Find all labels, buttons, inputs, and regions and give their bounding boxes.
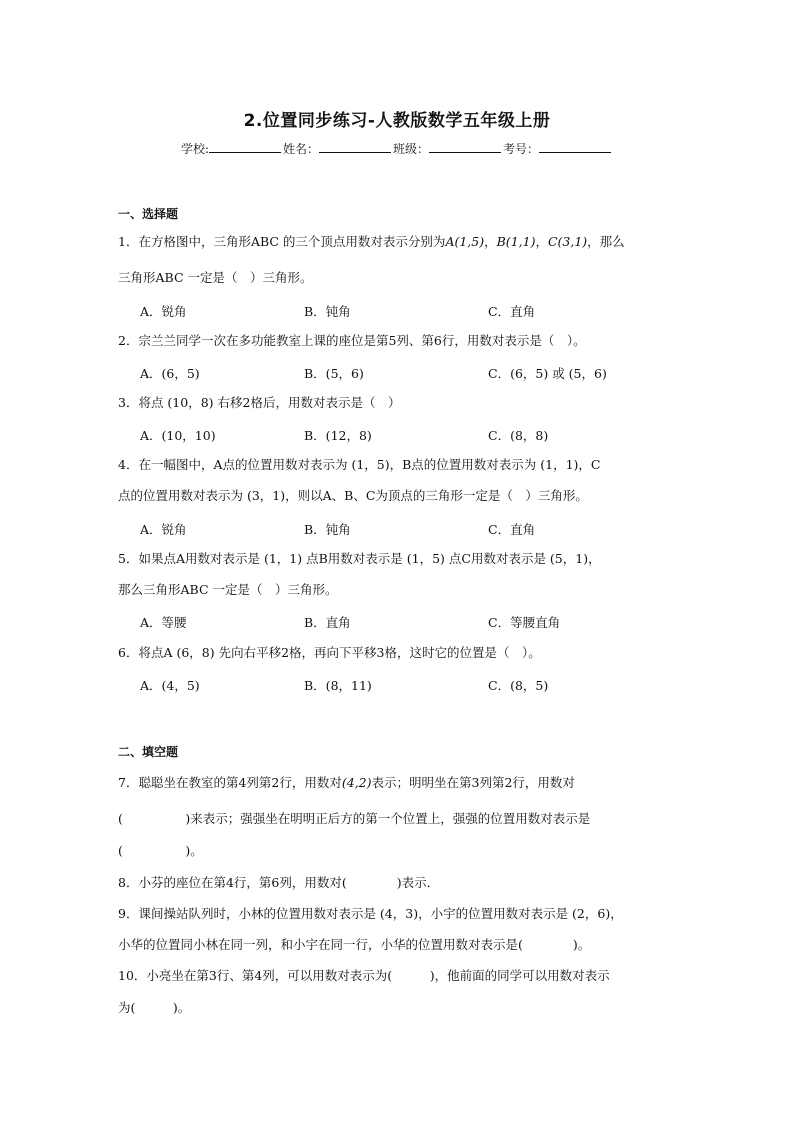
section-fill-heading: 二、填空题 bbox=[118, 745, 179, 759]
question-4-line-1: 4．在一幅图中，A点的位置用数对表示为 (1，5)，B点的位置用数对表示为 (1，1)，C bbox=[118, 457, 601, 472]
question-5-line-2: 那么三角形ABC 一定是（ ）三角形。 bbox=[118, 582, 338, 597]
separator: ， bbox=[535, 234, 548, 249]
question-10-line-1: 10．小亮坐在第3行、第4列，可以用数对表示为( )，他前面的同学可以用数对表示 bbox=[118, 968, 610, 983]
question-9-line-1: 9．课间操站队列时，小林的位置用数对表示是 (4，3)，小宇的位置用数对表示是 (2，6)， bbox=[118, 906, 623, 921]
question-5-line-1: 5．如果点A用数对表示是 (1，1) 点B用数对表示是 (1，5) 点C用数对表示是 (5，1)， bbox=[118, 551, 601, 566]
page-title: 2.位置同步练习-人教版数学五年级上册 bbox=[243, 111, 551, 131]
school-label: 学校: bbox=[180, 142, 209, 156]
question-8-line-1: 8．小芬的座位在第4行，第6列，用数对( )表示． bbox=[118, 875, 440, 890]
option-b[interactable]: B．(5，6) bbox=[304, 366, 364, 381]
option-b[interactable]: B．直角 bbox=[304, 615, 351, 630]
question-7-line-1 bbox=[118, 775, 575, 791]
question-7-text-end: 表示；明明坐在第3列第2行，用数对 bbox=[371, 775, 575, 790]
question-4-line-2: 点的位置用数对表示为 (3，1)，则以A、B、C为顶点的三角形一定是（ ）三角形。 bbox=[118, 488, 588, 503]
question-1-text-end: ，那么 bbox=[587, 234, 625, 249]
question-7-text: 7．聪聪坐在教室的第4列第2行，用数对 bbox=[118, 775, 342, 790]
question-1-line-2: 三角形ABC 一定是（ ）三角形。 bbox=[118, 270, 313, 285]
question-10-line-2: 为( )。 bbox=[118, 1000, 191, 1015]
option-c[interactable]: C．(8，5) bbox=[488, 678, 549, 693]
question-1-text: 1．在方格图中，三角形ABC 的三个顶点用数对表示分别为 bbox=[118, 234, 446, 249]
student-info-line bbox=[0, 140, 794, 157]
name-blank[interactable] bbox=[319, 140, 391, 153]
option-b[interactable]: B．(12，8) bbox=[304, 428, 372, 443]
name-label: 姓名： bbox=[283, 142, 320, 156]
option-c[interactable]: C．直角 bbox=[488, 522, 536, 537]
option-a[interactable]: A．(6，5) bbox=[140, 366, 200, 381]
question-6-line-1: 6．将点A (6，8) 先向右平移2格，再向下平移3格，这时它的位置是（ ）。 bbox=[118, 645, 541, 660]
question-3-line-1: 3．将点 (10，8) 右移2格后，用数对表示是（ ） bbox=[118, 395, 401, 410]
section-choice-heading: 一、选择题 bbox=[118, 207, 179, 221]
option-b[interactable]: B．钝角 bbox=[304, 304, 351, 319]
option-c[interactable]: C．直角 bbox=[488, 304, 536, 319]
exam-no-label: 考号： bbox=[503, 142, 540, 156]
option-a[interactable]: A．等腰 bbox=[140, 615, 187, 630]
question-1-line-1 bbox=[118, 234, 625, 250]
option-b[interactable]: B．(8，11) bbox=[304, 678, 372, 693]
point-c: C(3,1) bbox=[547, 234, 588, 249]
class-label: 班级： bbox=[393, 142, 430, 156]
school-blank[interactable] bbox=[209, 140, 281, 153]
point-b: B(1,1) bbox=[496, 234, 536, 249]
point-a: A(1,5) bbox=[445, 234, 485, 249]
exam-no-blank[interactable] bbox=[539, 140, 611, 153]
option-a[interactable]: A．(4，5) bbox=[140, 678, 200, 693]
question-2-line-1: 2．宗兰兰同学一次在多功能教室上课的座位是第5列、第6行，用数对表示是（ ）。 bbox=[118, 333, 586, 348]
question-9-line-2: 小华的位置同小林在同一列，和小宇在同一行，小华的位置用数对表示是( )。 bbox=[118, 937, 591, 952]
separator: ， bbox=[484, 234, 497, 249]
option-c[interactable]: C．(8，8) bbox=[488, 428, 549, 443]
option-b[interactable]: B．钝角 bbox=[304, 522, 351, 537]
option-a[interactable]: A．锐角 bbox=[140, 522, 187, 537]
class-blank[interactable] bbox=[429, 140, 501, 153]
question-7-line-3: ( )。 bbox=[118, 843, 203, 858]
option-a[interactable]: A．锐角 bbox=[140, 304, 187, 319]
pair-4-2: (4,2) bbox=[341, 775, 372, 790]
option-c[interactable]: C．等腰直角 bbox=[488, 615, 561, 630]
option-c[interactable]: C．(6，5) 或 (5，6) bbox=[488, 366, 607, 381]
option-a[interactable]: A．(10，10) bbox=[140, 428, 216, 443]
question-7-line-2: ( )来表示；强强坐在明明正后方的第一个位置上，强强的位置用数对表示是 bbox=[118, 811, 591, 826]
